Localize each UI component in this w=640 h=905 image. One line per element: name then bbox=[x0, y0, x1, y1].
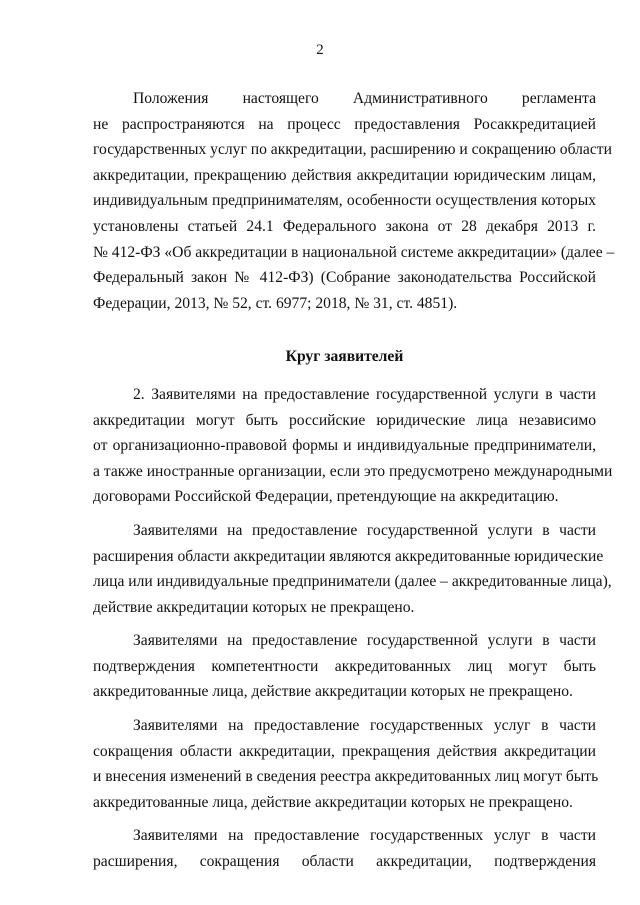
intro-paragraph bbox=[93, 86, 615, 316]
text-line: государственных услуг по аккредитации, расширению и сокращению области bbox=[93, 141, 612, 159]
page-number: 2 bbox=[316, 42, 324, 58]
text-line: расширения области аккредитации являются аккредитованные юридические bbox=[93, 547, 604, 565]
text-line: договорами Российской Федерации, претендующие на аккредитацию. bbox=[93, 488, 559, 506]
text-line: Заявителями на предоставление государственной услуги в части bbox=[133, 521, 596, 539]
text-line: аккредитации могут быть российские юридические лица независимо bbox=[93, 411, 596, 429]
document-body bbox=[93, 86, 615, 875]
text-line: действие аккредитации которых не прекращено. bbox=[93, 598, 415, 616]
text-line: и внесения изменений в сведения реестра аккредитованных лиц могут быть bbox=[93, 768, 599, 786]
text-line: 2. Заявителями на предоставление государственной услуги в части bbox=[133, 385, 596, 403]
text-line: лица или индивидуальные предприниматели (далее – аккредитованные лица), bbox=[93, 573, 612, 591]
text-line: аккредитованные лица, действие аккредитации которых не прекращено. bbox=[93, 683, 573, 701]
paragraph-applicants-expansion bbox=[93, 518, 612, 620]
text-line: Заявителями на предоставление государственных услуг в части bbox=[133, 717, 596, 735]
text-line: индивидуальным предпринимателям, особенности осуществления которых bbox=[93, 192, 596, 210]
text-line: от организационно-правовой формы и индивидуальные предприниматели, bbox=[93, 437, 596, 455]
text-line: Федеральный закон № 412-ФЗ) (Собрание законодательства Российской bbox=[93, 269, 596, 287]
text-line: Заявителями на предоставление государственной услуги в части bbox=[133, 632, 596, 650]
paragraph-applicants-confirmation bbox=[93, 628, 596, 705]
text-line: а также иностранные организации, если это предусмотрено международными bbox=[93, 462, 613, 480]
text-line: сокращения области аккредитации, прекращения действия аккредитации bbox=[93, 742, 596, 760]
text-line: установлены статьей 24.1 Федерального закона от 28 декабря 2013 г. bbox=[93, 217, 596, 235]
text-line: не распространяются на процесс предоставления Росаккредитацией bbox=[93, 115, 596, 133]
text-line: подтверждения компетентности аккредитованных лиц могут быть bbox=[93, 657, 596, 675]
text-line: аккредитации, прекращению действия аккредитации юридическим лицам, bbox=[93, 166, 596, 184]
paragraph-applicants-accreditation bbox=[93, 382, 613, 510]
text-line: Федерации, 2013, № 52, ст. 6977; 2018, № 31, ст. 4851). bbox=[93, 294, 458, 312]
paragraph-applicants-reduction bbox=[93, 713, 599, 815]
section-heading: Круг заявителей bbox=[285, 348, 404, 366]
text-line: аккредитованные лица, действие аккредитации которых не прекращено. bbox=[93, 793, 573, 811]
text-line: № 412-ФЗ «Об аккредитации в национальной системе аккредитации» (далее – bbox=[93, 243, 615, 261]
text-line: Положения настоящего Административного регламента bbox=[133, 90, 596, 107]
text-line: Заявителями на предоставление государственных услуг в части bbox=[133, 827, 596, 845]
paragraph-applicants-combined bbox=[93, 823, 596, 874]
text-line: расширения, сокращения области аккредитации, подтверждения bbox=[93, 853, 596, 871]
